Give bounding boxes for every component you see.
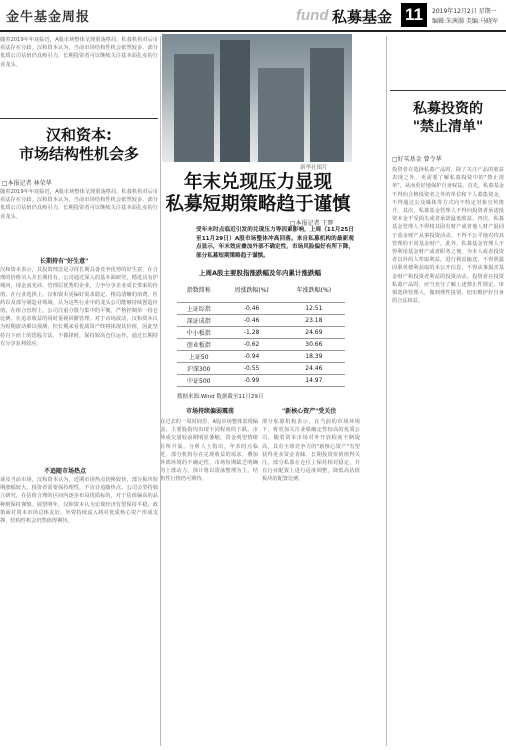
table-cell: 14.97 [283, 375, 345, 387]
main-lead-block [196, 226, 354, 268]
table-row [177, 339, 345, 351]
left-subhead-1: 长期持有"好生意" [40, 258, 89, 265]
left-top-text-block [0, 36, 158, 116]
table-title: 上周A股主要股指涨跌幅及年内累计涨跌幅 [198, 269, 322, 277]
news-photo [162, 34, 352, 162]
table-cell: 中证500 [177, 375, 220, 387]
table-header: 周涨跌幅(%) [220, 278, 282, 303]
left-headline-line1: 汉和资本: [46, 126, 112, 144]
table-cell: 中小板指 [177, 327, 220, 339]
table-cell: 30.66 [283, 339, 345, 351]
photo-building [258, 68, 304, 162]
table-row [177, 351, 345, 363]
table-row [177, 315, 345, 327]
left-article-body-b: 汉和资本表示，其投资理念是寻找长期具备竞争优势的好生意，在合理的价格买入并长期持有。公司通过深入的基本面研究，精选具有护城河、现金流充沛、管理层优秀的企业，力争分享企业成长带来的价值。在行业选择上，汉和资本更偏好需求稳定、格局清晰的消费、医药以及部分制造业领域，认为这些行业中的龙头公司能够持续创造价值。在组合管理上，公司注重分散与集中的平衡，严格控制单一持仓比例，在追求收益的同时重视回撤管理。对于市场波动，汉和资本认为短期波动难以预测，但长期来看优质资产终将体现其价值，因此坚持自下而上的选股方法，不做择时，保持较高仓位运作，通过长期持有分享复利效应。 [0, 267, 158, 347]
table-cell: -0.94 [220, 351, 282, 363]
table-cell: 18.39 [283, 351, 345, 363]
right-rule-top [390, 90, 506, 91]
photo-building [174, 54, 214, 162]
table-cell: -1.28 [220, 327, 282, 339]
photo-building [310, 48, 344, 162]
table-cell: 上证50 [177, 351, 220, 363]
main-body-1: 在过去的一周时间里，A股市场整体表现偏弱，主要股指均出现不同程度的下跌。市场成交量较前期明显萎缩，资金观望情绪有所升温。分析人士指出，年末时点临近，部分机构存在兑现收益的需求，叠加外部环境的不确定性，市场短期缺乏明确的上涨动力，预计将以震荡整理为主，结构性行情仍可期待。 [160, 419, 258, 483]
masthead-rule [0, 30, 506, 32]
index-table [177, 278, 345, 387]
left-headline-box [0, 120, 158, 176]
table-header-row [177, 278, 345, 303]
left-article-body-a2: 随着2019年年底临近，A股市场整体呈现震荡格局，私募机构对后市看法存在分歧。汉和资本认为，当前市场结构性机会依然较多，部分优质公司估值仍具吸引力，长期投资者可以继续关注基本面扎实的行业龙头。 [0, 189, 158, 220]
right-headline-line1: 私募投资的 [413, 101, 483, 117]
right-article-body: 投资者在选择私募产品时，除了关注产品的收益表现之外，更需要了解私募投资中的"禁止清单"，从而更好地保护自身权益。首先，私募基金不得向合格投资者之外的单位和个人募集资金，不得通过公众媒体等方式向不特定对象宣传推介。其次，私募基金管理人不得向投资者承诺投资本金不受损失或者承诺最低收益。再次，私募基金管理人不得将其固有财产或者他人财产混同于基金财产从事投资活动，不得不公平地对待其管理的不同基金财产。此外，私募基金管理人不得利用基金财产或者职务之便，为本人或者投资者以外的人牟取利益，进行利益输送，不得泄露因职务便利获取的未公开信息，不得从事损害基金财产和投资者利益的投资活动。投资者在投资私募产品时，应当充分了解上述禁止性规定，审慎选择管理人，做到理性投资，切实维护好自身的合法权益。 [392, 167, 504, 305]
main-subhead-2: "新核心资产"受关注 [282, 408, 337, 415]
main-headline-line2: 私募短期策略趋于谨慎 [165, 194, 351, 215]
table-header: 指数简称 [177, 278, 220, 303]
newspaper-name: 金牛基金周报 [6, 9, 91, 24]
left-article-body-a: 随着2019年年底临近，A股市场整体呈现震荡格局，私募机构对后市看法存在分歧。汉和资本认为，当前市场结构性机会依然较多，部分优质公司估值仍具吸引力，长期投资者可以继续关注基本面扎实的行业龙头。 [0, 37, 158, 68]
table-cell: -0.55 [220, 363, 282, 375]
fund-word: fund [296, 7, 329, 24]
table-header: 年涨跌幅(%) [283, 278, 345, 303]
table-cell: -0.99 [220, 375, 282, 387]
table-cell: 创业板指 [177, 339, 220, 351]
table-cell: 24.69 [283, 327, 345, 339]
table-row [177, 375, 345, 387]
table-cell: 深证成指 [177, 315, 220, 327]
column-divider [386, 36, 387, 746]
main-body-2: 部分私募机构表示，在当前的市场环境下，将更加关注业绩确定性较高的优质公司。随着资本市场对外开放程度不断提高，具有全球竞争力的"新核心资产"有望获得更多资金青睐，长期投资价值值得关注。部分私募在仓位上保持相对稳定，并在行业配置上进行适度调整，降低高估值板块的配置比例。 [262, 419, 360, 483]
main-headline-line1: 年末兑现压力显现 [183, 172, 332, 193]
main-lead: 受年末时点临近引发的兑现压力等因素影响，上周（11月25日至11月29日）A股市场整体冲高回落。来自私募机构的最新观点显示，年末效应叠加外部不确定性，市场风险偏好有所下降，部分私募短期策略趋于谨慎。 [196, 227, 354, 259]
right-byline: □好买基金 曾令华 [392, 156, 442, 163]
left-byline: □本报记者 林荣华 [2, 180, 52, 187]
column-divider [160, 36, 161, 746]
table-row [177, 363, 345, 375]
right-headline-box [390, 92, 506, 150]
left-headline-line2: 市场结构性机会多 [18, 145, 139, 163]
table-cell: -0.46 [220, 303, 282, 315]
right-headline-line2: "禁止清单" [412, 119, 484, 135]
left-subhead-2: 不追随市场热点 [44, 468, 87, 475]
photo-building [220, 40, 250, 162]
main-byline: □本报记者 王辉 [290, 220, 334, 227]
table-source: 数据来源:Wind 数据截至11月29日 [177, 394, 264, 400]
photo-caption: 新华社图片 [300, 165, 328, 171]
table-cell: 12.51 [283, 303, 345, 315]
issue-date: 2019年12月2日 星期一 [432, 8, 497, 15]
table-cell: 沪深300 [177, 363, 220, 375]
table-row [177, 303, 345, 315]
table-cell: -0.62 [220, 339, 282, 351]
left-rule-top [0, 118, 158, 119]
table-cell: 24.46 [283, 363, 345, 375]
section-title: 私募基金 [332, 9, 393, 26]
left-article-body-c: 谈及当前市场，汉和资本认为，近期市场热点切换较快，部分板块短期涨幅较大，投资者需要保持理性，不盲目追随热点。公司会坚持独立研究，在估值合理的区间内逐步布局优质标的，对于估值偏高的品种则保持谨慎。展望明年，汉和资本认为宏观经济有望保持平稳，政策面对资本市场总体友好，外资持续流入将对优质核心资产形成支撑，结构性机会仍然值得期待。 [0, 477, 158, 525]
table-cell: 23.18 [283, 315, 345, 327]
main-subhead-1: 市场持续偏弱震荡 [186, 408, 235, 415]
page-number: 11 [401, 3, 427, 27]
table-row [177, 327, 345, 339]
table-cell: -0.46 [220, 315, 282, 327]
table-cell: 上证综指 [177, 303, 220, 315]
masthead [0, 0, 506, 30]
editor-credit: 编辑:朱茜漪 美编:马晓军 [432, 18, 498, 25]
